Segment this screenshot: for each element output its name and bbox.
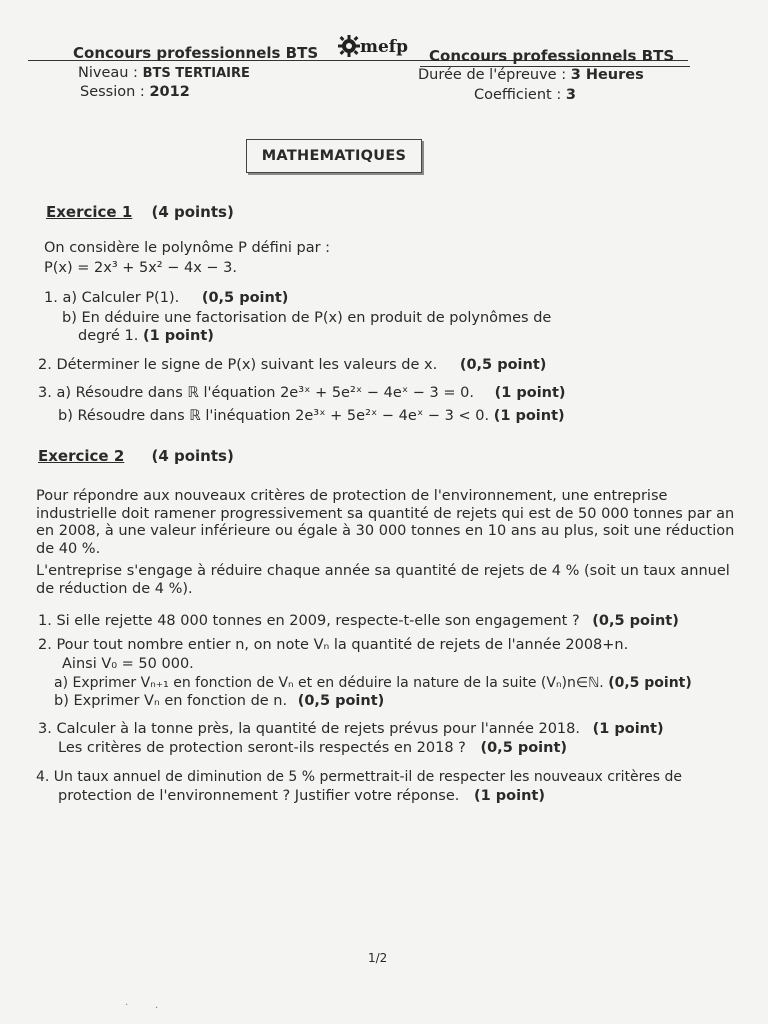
exercise1-q3b bbox=[58, 408, 565, 424]
exercise2-q4-line2 bbox=[58, 788, 545, 804]
exercise1-q1a bbox=[44, 290, 288, 306]
exercise2-heading bbox=[38, 447, 234, 465]
exercise1-heading bbox=[46, 203, 234, 221]
mefp-logo bbox=[338, 35, 422, 57]
q1b-points: (1 point) bbox=[142, 328, 214, 344]
ex2-q3-points: (1 point) bbox=[592, 721, 664, 737]
coef-value: 3 bbox=[565, 87, 576, 103]
q3a-points: (1 point) bbox=[494, 385, 566, 401]
ex2-q4-text: protection de l'environnement ? Justifier votre réponse. bbox=[58, 788, 460, 804]
exercise2-points: (4 points) bbox=[151, 447, 234, 465]
exercise2-q1 bbox=[38, 613, 679, 629]
exercise2-paragraph1: Pour répondre aux nouveaux critères de protection de l'environnement, une entreprise industrielle doit ramener progressivement sa quantité de rejets qui est de 50 000 tonnes par an en 2008, à une valeur inférieure ou égale à 30 000 tonnes en 10 ans au plus, soit une réduction de 40 %. bbox=[36, 488, 735, 557]
exercise2-q2b bbox=[54, 693, 384, 709]
exercise2-q2-sub: Ainsi V₀ = 50 000. bbox=[62, 656, 194, 672]
q3b-text: b) Résoudre dans ℝ l'inéquation 2e³ˣ + 5e²ˣ − 4eˣ − 3 < 0. bbox=[58, 408, 490, 424]
exercise1-q1b-line1: b) En déduire une factorisation de P(x) en produit de polynômes de bbox=[62, 310, 552, 326]
duree-value: 3 Heures bbox=[570, 67, 644, 83]
duree-line bbox=[418, 67, 644, 83]
header-right-title: Concours professionnels BTS bbox=[429, 47, 675, 65]
exercise1-q1b-line2 bbox=[78, 328, 214, 344]
ex2-q3-sub-text: Les critères de protection seront-ils respectés en 2018 ? bbox=[58, 740, 466, 756]
ex2-q2b-text: b) Exprimer Vₙ en fonction de n. bbox=[54, 693, 288, 709]
ex2-q2a-text: a) Exprimer Vₙ₊₁ en fonction de Vₙ et en déduire la nature de la suite (Vₙ)n∈ℕ. bbox=[54, 675, 604, 691]
session-value: 2012 bbox=[149, 84, 190, 100]
niveau-line bbox=[78, 65, 250, 81]
logo-text: mefp bbox=[360, 37, 409, 57]
exercise2-q2: 2. Pour tout nombre entier n, on note Vₙ la quantité de rejets de l'année 2008+n. bbox=[38, 637, 629, 653]
exercise2-q2a bbox=[54, 675, 692, 691]
exercise1-intro: On considère le polynôme P défini par : bbox=[44, 240, 331, 256]
exercise1-title: Exercice 1 bbox=[46, 203, 133, 221]
niveau-label: Niveau : bbox=[78, 65, 138, 81]
q3a-text: 3. a) Résoudre dans ℝ l'équation 2e³ˣ + 5e²ˣ − 4eˣ − 3 = 0. bbox=[38, 385, 474, 401]
q2-points: (0,5 point) bbox=[459, 357, 547, 373]
exercise2-q3 bbox=[38, 721, 664, 737]
scan-speck: · bbox=[125, 1000, 129, 1011]
exercise1-q3a bbox=[38, 385, 566, 401]
session-label: Session : bbox=[80, 84, 145, 100]
niveau-value: BTS TERTIAIRE bbox=[142, 66, 250, 81]
exercise2-title: Exercice 2 bbox=[38, 447, 125, 465]
exercise2-paragraph2: L'entreprise s'engage à réduire chaque année sa quantité de rejets de 4 % (soit un taux annuel de réduction de 4 %). bbox=[36, 563, 730, 597]
session-line bbox=[80, 84, 190, 100]
subject-title-box: MATHEMATIQUES bbox=[246, 139, 422, 173]
q1a-text: 1. a) Calculer P(1). bbox=[44, 290, 180, 306]
exercise1-points: (4 points) bbox=[151, 203, 234, 221]
ex2-q1-points: (0,5 point) bbox=[592, 613, 679, 629]
exercise2-q3-sub bbox=[58, 740, 567, 756]
ex2-q3-text: 3. Calculer à la tonne près, la quantité de rejets prévus pour l'année 2018. bbox=[38, 721, 580, 737]
header-left-title: Concours professionnels BTS bbox=[73, 44, 319, 62]
exercise2-q4-line1: 4. Un taux annuel de diminution de 5 % permettrait-il de respecter les nouveaux critères de bbox=[36, 769, 682, 785]
exercise1-q2 bbox=[38, 357, 546, 373]
page-number: 1/2 bbox=[368, 951, 388, 965]
ex2-q2b-points: (0,5 point) bbox=[297, 693, 385, 709]
exercise1-polynomial: P(x) = 2x³ + 5x² − 4x − 3. bbox=[44, 260, 237, 276]
coef-label: Coefficient : bbox=[474, 87, 562, 103]
q3b-points: (1 point) bbox=[493, 408, 565, 424]
q2-text: 2. Déterminer le signe de P(x) suivant les valeurs de x. bbox=[38, 357, 438, 373]
scan-speck: · bbox=[155, 1003, 159, 1014]
ex2-q2a-points: (0,5 point) bbox=[608, 675, 692, 691]
duree-label: Durée de l'épreuve : bbox=[418, 67, 567, 83]
ex2-q1-text: 1. Si elle rejette 48 000 tonnes en 2009, respecte-t-elle son engagement ? bbox=[38, 613, 580, 629]
gear-logo-icon bbox=[338, 35, 422, 57]
coefficient-line bbox=[474, 87, 576, 103]
q1b-text: degré 1. bbox=[78, 328, 139, 344]
q1a-points: (0,5 point) bbox=[201, 290, 289, 306]
ex2-q4-points: (1 point) bbox=[474, 788, 545, 804]
ex2-q3-sub-points: (0,5 point) bbox=[480, 740, 568, 756]
